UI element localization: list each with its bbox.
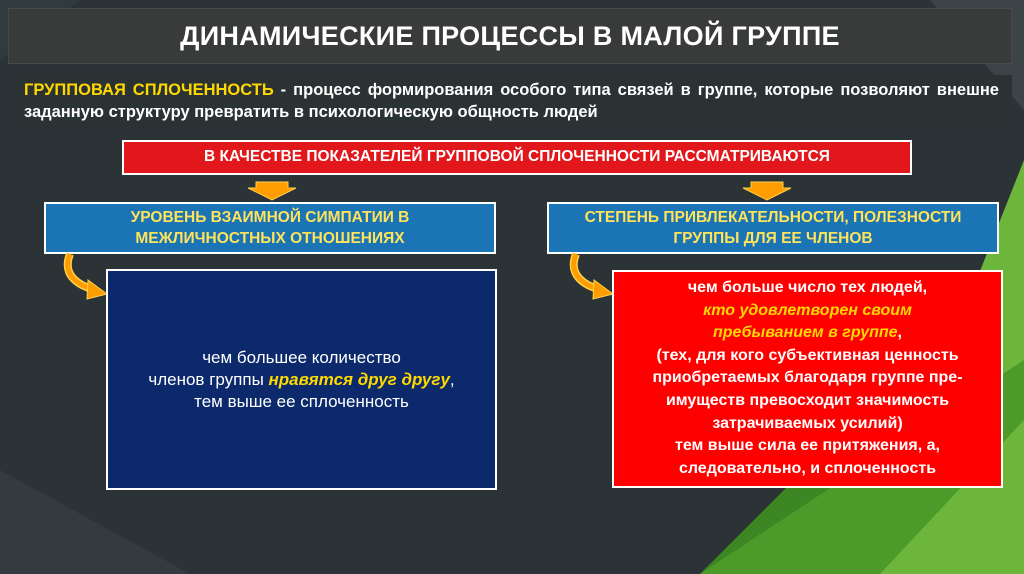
sympathy-line [148, 369, 454, 391]
title-bar [8, 8, 1012, 64]
left-heading-line2: МЕЖЛИЧНОСТНЫХ ОТНОШЕНИЯХ [135, 230, 405, 247]
attractiveness-line: (тех, для кого субъективная ценность [656, 346, 959, 364]
indicators-header: В КАЧЕСТВЕ ПОКАЗАТЕЛЕЙ ГРУППОВОЙ СПЛОЧЕННОСТИ РАССМАТРИВАЮТСЯ [122, 140, 912, 175]
definition-text [24, 79, 999, 123]
curved-arrow-icon [566, 252, 616, 302]
sympathy-line: чем большее количество [202, 347, 401, 367]
attractiveness-line: имуществ превосходит значимость [665, 391, 950, 409]
sympathy-explanation-text [148, 347, 454, 413]
attractiveness-line: затрачиваемых усилий) [712, 414, 903, 432]
sympathy-highlight: нравятся друг другу [268, 369, 450, 389]
attractiveness-line: приобретаемых благодаря группе пре- [652, 369, 963, 387]
right-heading-line1: СТЕПЕНЬ ПРИВЛЕКАТЕЛЬНОСТИ, ПОЛЕЗНОСТИ [584, 209, 962, 226]
down-arrow-icon [246, 181, 298, 201]
right-heading-line2: ГРУППЫ ДЛЯ ЕЕ ЧЛЕНОВ [673, 230, 873, 247]
curved-arrow-icon [60, 252, 110, 302]
left-indicator-heading [44, 202, 496, 254]
sympathy-explanation-box [106, 269, 497, 490]
left-heading-line1: УРОВЕНЬ ВЗАИМНОЙ СИМПАТИИ В [130, 209, 410, 226]
attractiveness-highlight: кто удовлетворен своим [703, 301, 912, 319]
attractiveness-explanation-box [612, 270, 1003, 488]
sympathy-line-text: членов группы [148, 369, 269, 389]
down-arrow-icon [741, 181, 793, 201]
right-indicator-heading [547, 202, 999, 254]
attractiveness-line: чем больше число тех людей, [687, 279, 928, 296]
page-title: ДИНАМИЧЕСКИЕ ПРОЦЕССЫ В МАЛОЙ ГРУППЕ [180, 21, 840, 51]
definition-term: ГРУППОВАЯ СПЛОЧЕННОСТЬ [24, 81, 274, 99]
definition-box [12, 75, 1012, 130]
attractiveness-line-text: , [897, 324, 902, 342]
attractiveness-line: следовательно, и сплоченность [678, 459, 937, 477]
attractiveness-line: тем выше сила ее притяжения, а, [674, 437, 940, 455]
definition-body: - процесс формирования особого типа связей в группе, которые позволяют внешне заданную структуру превратить в психологическую общность людей [24, 81, 999, 121]
attractiveness-line [614, 322, 1001, 345]
attractiveness-highlight: пребыванием в группе [713, 324, 898, 342]
sympathy-line: тем выше ее сплоченность [194, 391, 409, 411]
sympathy-line-text: , [449, 369, 455, 389]
